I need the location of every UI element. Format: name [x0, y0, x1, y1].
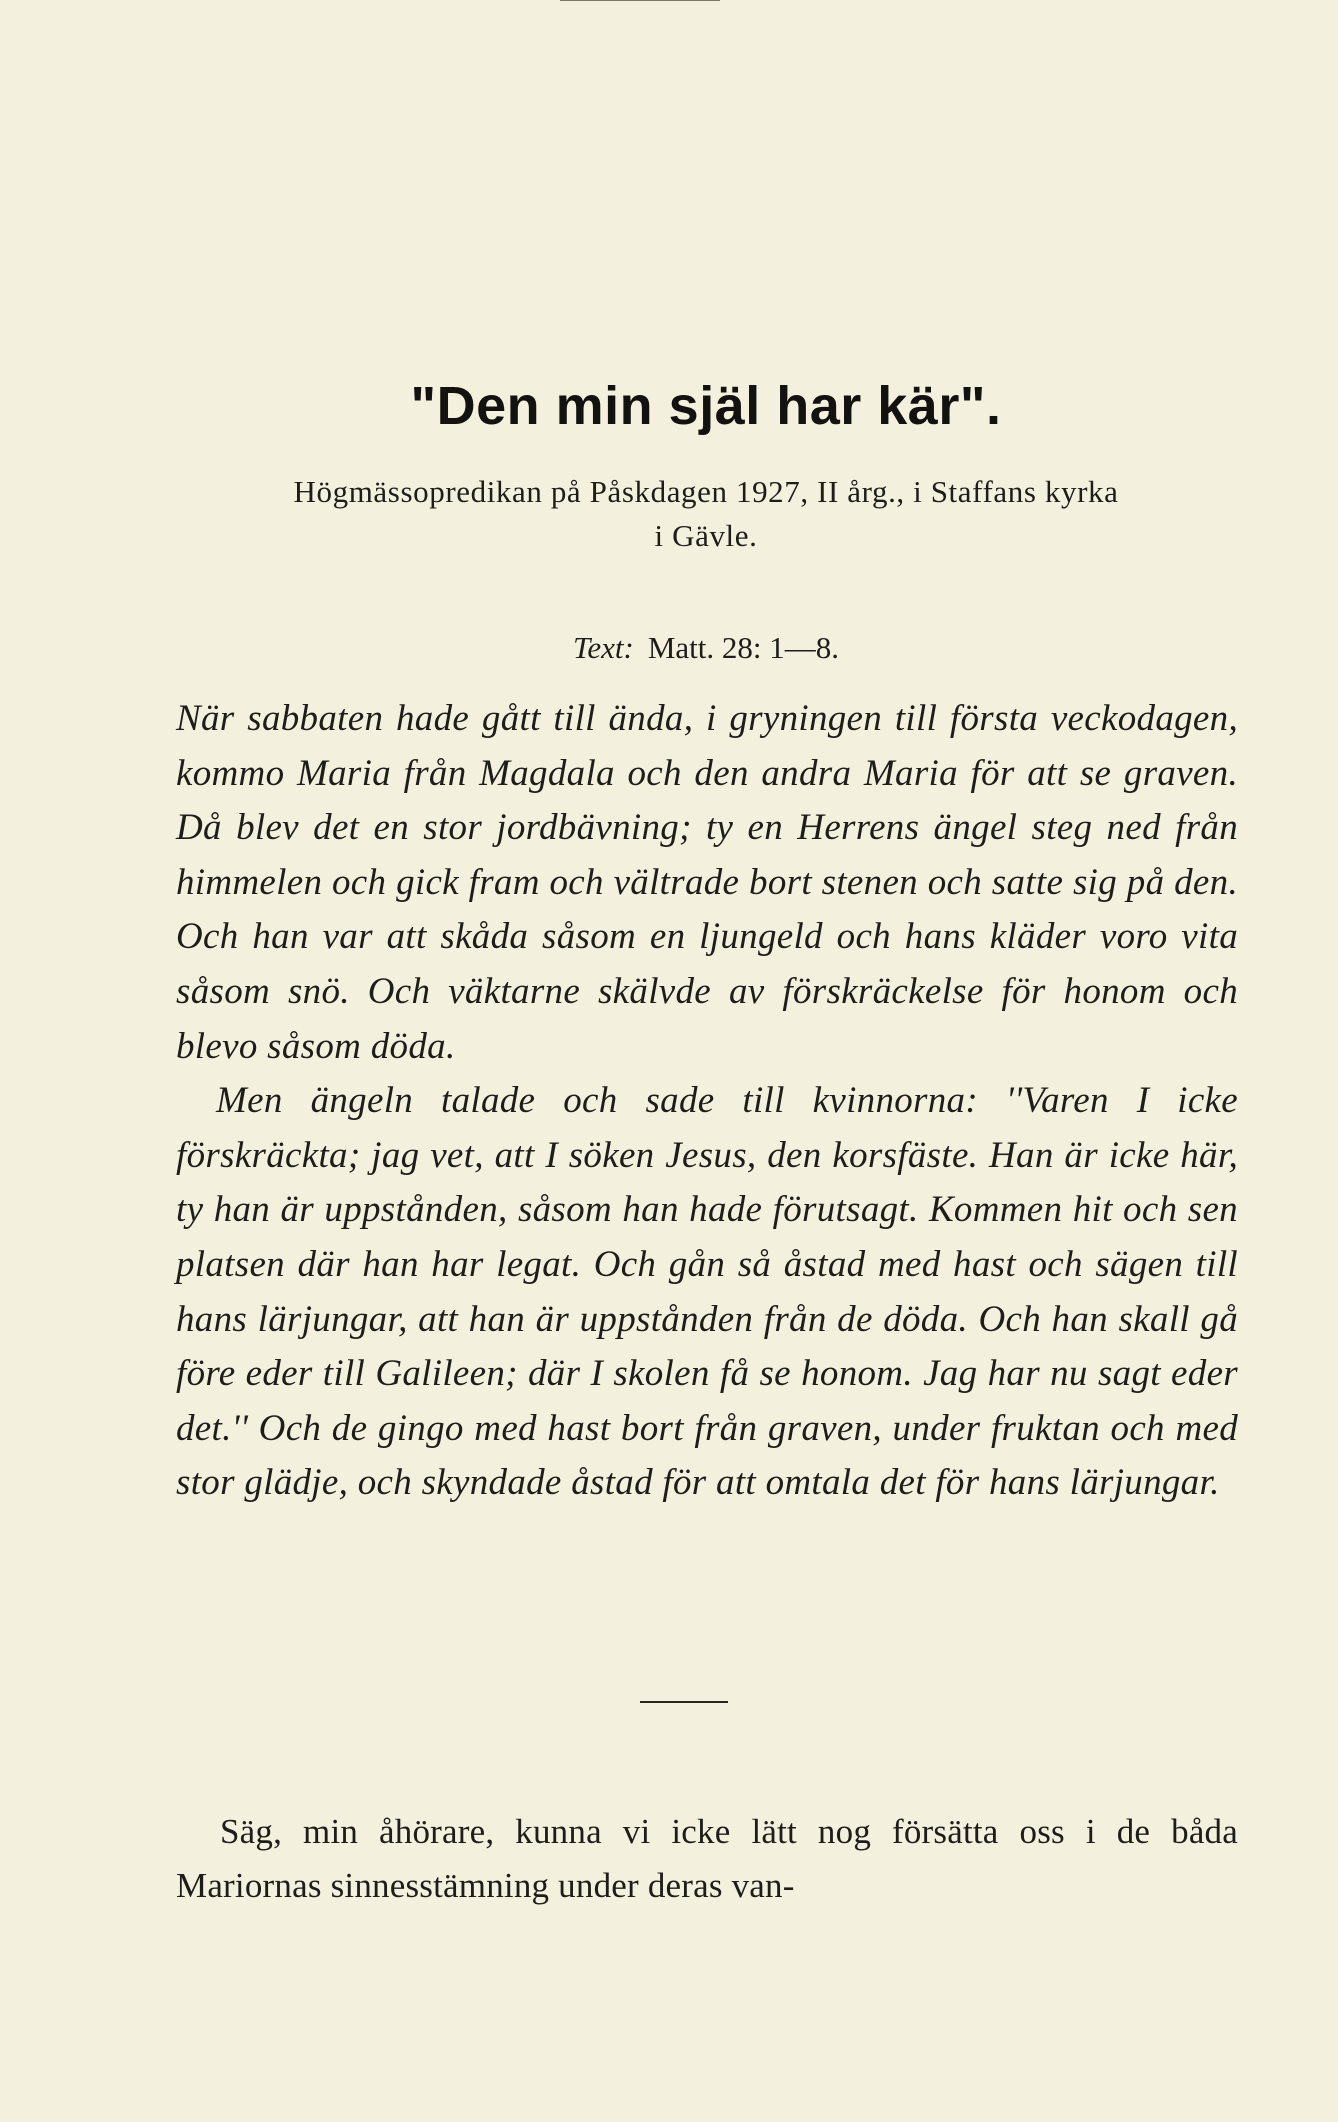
sermon-title: "Den min själ har kär".: [410, 376, 1002, 436]
sermon-body: [176, 1805, 1238, 1913]
section-divider: [640, 1701, 728, 1703]
scan-mark-top: [560, 0, 720, 1]
text-label: Text:: [572, 630, 634, 665]
subtitle-line-2: i Gävle.: [654, 518, 758, 553]
subtitle-line-1: Högmässopredikan på Påskdagen 1927, II årg., i Staffans kyrka: [293, 474, 1119, 509]
scripture-reference: [176, 630, 1236, 666]
scripture-paragraph-1: När sabbaten hade gått till ända, i gryningen till första veckodagen, kommo Maria från Magdala och den andra Maria för att se graven. Då blev det en stor jordbävning; ty en Herrens ängel steg ned från himmelen och gick fram och vältrade bort stenen och satte sig på den. Och han var att skåda såsom en ljungeld och hans kläder voro vita såsom snö. Och väktarne skälvde av förskräckelse för honom och blevo såsom döda.: [176, 698, 1238, 1067]
scripture-paragraph-2: Men ängeln talade och sade till kvinnorna: ''Varen I icke förskräckta; jag vet, att I söken Jesus, den korsfäste. Han är icke här, ty han är uppstånden, såsom han hade förutsagt. Kommen hit och sen platsen där han har legat. Och gån så åstad med hast och sägen till hans lärjungar, att han är uppstånden från de döda. Och han skall gå före eder till Galileen; där I skolen få se honom. Jag har nu sagt eder det.'' Och de gingo med hast bort från graven, under fruktan och med stor glädje, och skyndade åstad för att omtala det för hans lärjungar.: [176, 1080, 1238, 1504]
scripture-passage: [176, 692, 1238, 1511]
sermon-subtitle: [176, 470, 1236, 558]
body-paragraph-1: Säg, min åhörare, kunna vi icke lätt nog försätta oss i de båda Mariornas sinnesstämning under deras van-: [176, 1812, 1238, 1905]
text-reference: Matt. 28: 1—8.: [647, 630, 840, 665]
